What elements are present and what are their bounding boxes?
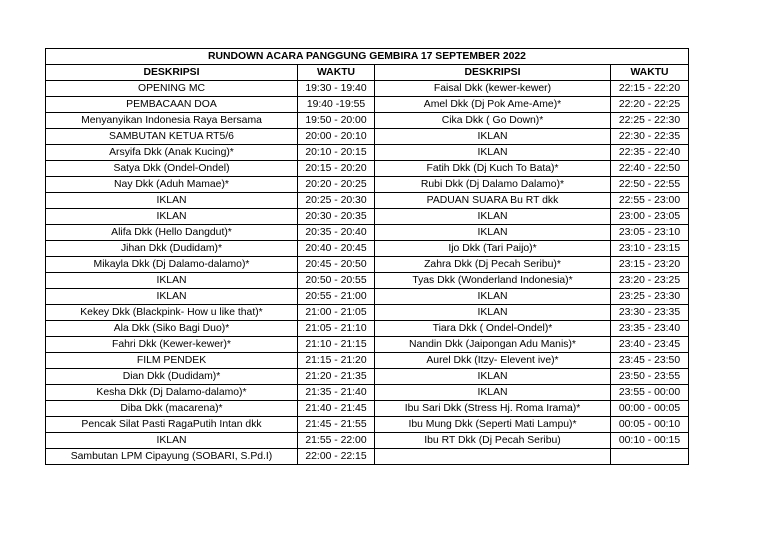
- waktu-right-cell: 00:10 - 00:15: [611, 433, 689, 449]
- rundown-table: [45, 48, 689, 465]
- header-deskripsi-right: DESKRIPSI: [375, 65, 611, 81]
- deskripsi-right-cell: IKLAN: [375, 289, 611, 305]
- table-row: [46, 401, 689, 417]
- table-row: [46, 145, 689, 161]
- waktu-left-cell: 21:10 - 21:15: [298, 337, 375, 353]
- deskripsi-right-cell: IKLAN: [375, 129, 611, 145]
- waktu-left-cell: 20:50 - 20:55: [298, 273, 375, 289]
- waktu-right-cell: 22:35 - 22:40: [611, 145, 689, 161]
- waktu-right-cell: 00:00 - 00:05: [611, 401, 689, 417]
- table-row: [46, 369, 689, 385]
- table-row: [46, 193, 689, 209]
- waktu-left-cell: 21:15 - 21:20: [298, 353, 375, 369]
- waktu-right-cell: 23:05 - 23:10: [611, 225, 689, 241]
- waktu-right-cell: 23:55 - 00:00: [611, 385, 689, 401]
- deskripsi-left-cell: SAMBUTAN KETUA RT5/6: [46, 129, 298, 145]
- deskripsi-right-cell: Zahra Dkk (Dj Pecah Seribu)*: [375, 257, 611, 273]
- deskripsi-right-cell: Aurel Dkk (Itzy- Elevent ive)*: [375, 353, 611, 369]
- deskripsi-right-cell: Amel Dkk (Dj Pok Ame-Ame)*: [375, 97, 611, 113]
- waktu-left-cell: 21:05 - 21:10: [298, 321, 375, 337]
- deskripsi-left-cell: Dian Dkk (Dudidam)*: [46, 369, 298, 385]
- waktu-right-cell: 22:30 - 22:35: [611, 129, 689, 145]
- table-row: [46, 241, 689, 257]
- deskripsi-right-cell: IKLAN: [375, 209, 611, 225]
- waktu-left-cell: 20:25 - 20:30: [298, 193, 375, 209]
- deskripsi-right-cell: Faisal Dkk (kewer-kewer): [375, 81, 611, 97]
- waktu-left-cell: 21:55 - 22:00: [298, 433, 375, 449]
- table-row: [46, 257, 689, 273]
- deskripsi-right-cell: PADUAN SUARA Bu RT dkk: [375, 193, 611, 209]
- deskripsi-left-cell: Sambutan LPM Cipayung (SOBARI, S.Pd.I): [46, 449, 298, 465]
- waktu-left-cell: 22:00 - 22:15: [298, 449, 375, 465]
- deskripsi-right-cell: IKLAN: [375, 225, 611, 241]
- deskripsi-right-cell: Ijo Dkk (Tari Paijo)*: [375, 241, 611, 257]
- table-row: [46, 417, 689, 433]
- deskripsi-left-cell: IKLAN: [46, 193, 298, 209]
- waktu-left-cell: 19:50 - 20:00: [298, 113, 375, 129]
- deskripsi-left-cell: OPENING MC: [46, 81, 298, 97]
- waktu-right-cell: 23:25 - 23:30: [611, 289, 689, 305]
- deskripsi-left-cell: Kesha Dkk (Dj Dalamo-dalamo)*: [46, 385, 298, 401]
- table-row: [46, 113, 689, 129]
- table-row: [46, 81, 689, 97]
- title-row: [46, 49, 689, 65]
- deskripsi-left-cell: Menyanyikan Indonesia Raya Bersama: [46, 113, 298, 129]
- deskripsi-left-cell: Diba Dkk (macarena)*: [46, 401, 298, 417]
- waktu-right-cell: 22:15 - 22:20: [611, 81, 689, 97]
- deskripsi-right-cell: IKLAN: [375, 305, 611, 321]
- waktu-right-cell: 23:30 - 23:35: [611, 305, 689, 321]
- table-row: [46, 177, 689, 193]
- deskripsi-left-cell: Arsyifa Dkk (Anak Kucing)*: [46, 145, 298, 161]
- waktu-right-cell: 23:50 - 23:55: [611, 369, 689, 385]
- waktu-left-cell: 21:00 - 21:05: [298, 305, 375, 321]
- waktu-right-cell: 22:25 - 22:30: [611, 113, 689, 129]
- waktu-right-cell: 23:35 - 23:40: [611, 321, 689, 337]
- table-row: [46, 305, 689, 321]
- deskripsi-left-cell: Pencak Silat Pasti RagaPutih Intan dkk: [46, 417, 298, 433]
- waktu-left-cell: 19:30 - 19:40: [298, 81, 375, 97]
- waktu-left-cell: 20:45 - 20:50: [298, 257, 375, 273]
- waktu-right-cell: 22:55 - 23:00: [611, 193, 689, 209]
- table-row: [46, 161, 689, 177]
- header-deskripsi-left: DESKRIPSI: [46, 65, 298, 81]
- table-row: [46, 337, 689, 353]
- waktu-right-cell: 22:20 - 22:25: [611, 97, 689, 113]
- waktu-left-cell: 20:10 - 20:15: [298, 145, 375, 161]
- deskripsi-right-cell: IKLAN: [375, 145, 611, 161]
- deskripsi-left-cell: Alifa Dkk (Hello Dangdut)*: [46, 225, 298, 241]
- deskripsi-right-cell: Rubi Dkk (Dj Dalamo Dalamo)*: [375, 177, 611, 193]
- deskripsi-right-cell: Cika Dkk ( Go Down)*: [375, 113, 611, 129]
- deskripsi-left-cell: Fahri Dkk (Kewer-kewer)*: [46, 337, 298, 353]
- table-row: [46, 449, 689, 465]
- deskripsi-left-cell: Ala Dkk (Siko Bagi Duo)*: [46, 321, 298, 337]
- table-row: [46, 97, 689, 113]
- table-row: [46, 289, 689, 305]
- deskripsi-right-cell: Ibu Sari Dkk (Stress Hj. Roma Irama)*: [375, 401, 611, 417]
- waktu-right-cell: 23:10 - 23:15: [611, 241, 689, 257]
- waktu-right-cell: 23:00 - 23:05: [611, 209, 689, 225]
- deskripsi-left-cell: PEMBACAAN DOA: [46, 97, 298, 113]
- deskripsi-right-cell: IKLAN: [375, 385, 611, 401]
- waktu-left-cell: 20:35 - 20:40: [298, 225, 375, 241]
- deskripsi-right-cell: Tyas Dkk (Wonderland Indonesia)*: [375, 273, 611, 289]
- deskripsi-right-cell: IKLAN: [375, 369, 611, 385]
- deskripsi-left-cell: IKLAN: [46, 209, 298, 225]
- waktu-right-cell: 22:50 - 22:55: [611, 177, 689, 193]
- deskripsi-right-cell: Ibu RT Dkk (Dj Pecah Seribu): [375, 433, 611, 449]
- waktu-left-cell: 20:30 - 20:35: [298, 209, 375, 225]
- waktu-left-cell: 20:55 - 21:00: [298, 289, 375, 305]
- deskripsi-left-cell: Nay Dkk (Aduh Mamae)*: [46, 177, 298, 193]
- waktu-left-cell: 20:40 - 20:45: [298, 241, 375, 257]
- waktu-left-cell: 21:20 - 21:35: [298, 369, 375, 385]
- waktu-left-cell: 21:40 - 21:45: [298, 401, 375, 417]
- waktu-left-cell: 21:45 - 21:55: [298, 417, 375, 433]
- table-row: [46, 273, 689, 289]
- waktu-left-cell: 20:00 - 20:10: [298, 129, 375, 145]
- deskripsi-right-cell: Fatih Dkk (Dj Kuch To Bata)*: [375, 161, 611, 177]
- table-row: [46, 209, 689, 225]
- table-row: [46, 353, 689, 369]
- rundown-body: [46, 81, 689, 465]
- deskripsi-left-cell: FILM PENDEK: [46, 353, 298, 369]
- waktu-left-cell: 20:20 - 20:25: [298, 177, 375, 193]
- table-row: [46, 225, 689, 241]
- waktu-right-cell: 00:05 - 00:10: [611, 417, 689, 433]
- deskripsi-right-cell: Nandin Dkk (Jaipongan Adu Manis)*: [375, 337, 611, 353]
- waktu-right-cell: 22:40 - 22:50: [611, 161, 689, 177]
- waktu-right-cell: 23:15 - 23:20: [611, 257, 689, 273]
- waktu-right-cell: 23:20 - 23:25: [611, 273, 689, 289]
- header-waktu-left: WAKTU: [298, 65, 375, 81]
- deskripsi-right-cell: Tiara Dkk ( Ondel-Ondel)*: [375, 321, 611, 337]
- deskripsi-right-cell: [375, 449, 611, 465]
- waktu-left-cell: 20:15 - 20:20: [298, 161, 375, 177]
- table-row: [46, 433, 689, 449]
- header-row: [46, 65, 689, 81]
- header-waktu-right: WAKTU: [611, 65, 689, 81]
- table-row: [46, 385, 689, 401]
- waktu-left-cell: 21:35 - 21:40: [298, 385, 375, 401]
- waktu-right-cell: [611, 449, 689, 465]
- waktu-left-cell: 19:40 -19:55: [298, 97, 375, 113]
- deskripsi-right-cell: Ibu Mung Dkk (Seperti Mati Lampu)*: [375, 417, 611, 433]
- waktu-right-cell: 23:45 - 23:50: [611, 353, 689, 369]
- table-row: [46, 321, 689, 337]
- deskripsi-left-cell: Mikayla Dkk (Dj Dalamo-dalamo)*: [46, 257, 298, 273]
- deskripsi-left-cell: IKLAN: [46, 433, 298, 449]
- table-title: RUNDOWN ACARA PANGGUNG GEMBIRA 17 SEPTEMBER 2022: [46, 49, 689, 65]
- table-row: [46, 129, 689, 145]
- waktu-right-cell: 23:40 - 23:45: [611, 337, 689, 353]
- deskripsi-left-cell: IKLAN: [46, 273, 298, 289]
- deskripsi-left-cell: Jihan Dkk (Dudidam)*: [46, 241, 298, 257]
- deskripsi-left-cell: IKLAN: [46, 289, 298, 305]
- deskripsi-left-cell: Kekey Dkk (Blackpink- How u like that)*: [46, 305, 298, 321]
- deskripsi-left-cell: Satya Dkk (Ondel-Ondel): [46, 161, 298, 177]
